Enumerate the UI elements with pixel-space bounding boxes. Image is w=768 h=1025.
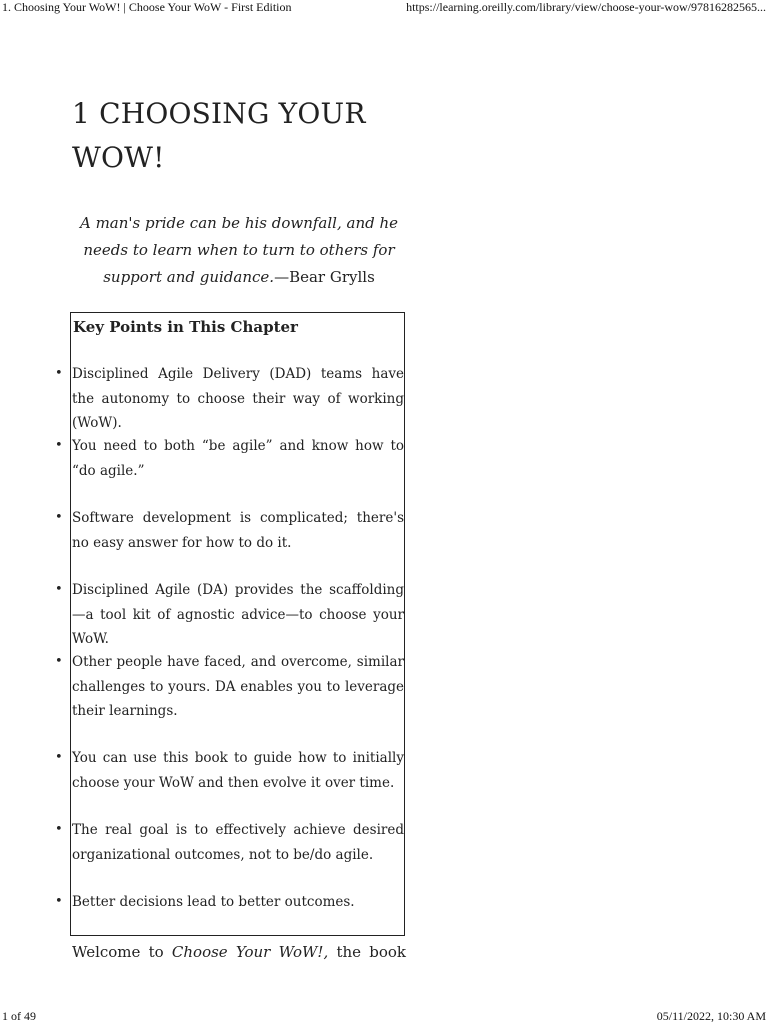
key-point-item	[55, 890, 404, 915]
print-footer	[0, 1009, 768, 1025]
bullet-icon: •	[55, 510, 63, 525]
key-point-text: The real goal is to effectively achieve desired organizational outcomes, not to be/do agile.	[72, 822, 404, 863]
bullet-icon: •	[55, 750, 63, 765]
chapter-title-line1: 1 CHOOSING YOUR	[72, 97, 366, 130]
page-count: 1 of 49	[2, 1009, 36, 1023]
key-point-text: Better decisions lead to better outcomes.	[72, 894, 355, 910]
chapter-header	[72, 92, 406, 291]
key-point-item	[55, 746, 404, 795]
epigraph	[72, 210, 406, 291]
key-point-item	[55, 434, 404, 483]
epigraph-quote: A man's pride can be his downfall, and he needs to learn when to turn to others for support and guidance.	[79, 214, 399, 286]
bullet-icon: •	[55, 366, 63, 381]
key-point-item	[55, 362, 404, 436]
bullet-icon: •	[55, 654, 63, 669]
welcome-suffix: the book	[336, 943, 406, 961]
key-point-text: You need to both “be agile” and know how to “do agile.”	[72, 438, 404, 479]
print-header-url: https://learning.oreilly.com/library/view/choose-your-wow/97816282565...	[406, 0, 766, 14]
key-point-item	[55, 650, 404, 724]
key-points-title: Key Points in This Chapter	[73, 318, 298, 336]
epigraph-attribution: —Bear Grylls	[274, 268, 375, 286]
print-header-title: 1. Choosing Your WoW! | Choose Your WoW - First Edition	[2, 0, 292, 14]
key-point-item	[55, 818, 404, 867]
book-title: Choose Your WoW!,	[171, 943, 329, 961]
bullet-icon: •	[55, 582, 63, 597]
key-points-box	[55, 312, 405, 936]
chapter-title	[72, 92, 406, 180]
print-datetime: 05/11/2022, 10:30 AM	[656, 1009, 766, 1023]
bullet-icon: •	[55, 438, 63, 453]
key-point-text: Disciplined Agile (DA) provides the scaffolding—a tool kit of agnostic advice—to choose your WoW.	[72, 582, 404, 647]
print-header	[0, 0, 768, 16]
key-point-item	[55, 578, 404, 652]
key-point-text: Software development is complicated; there's no easy answer for how to do it.	[72, 510, 404, 551]
chapter-title-line2: WOW!	[72, 141, 165, 174]
key-point-text: Other people have faced, and overcome, similar challenges to yours. DA enables you to leverage their learnings.	[72, 654, 404, 719]
key-point-text: You can use this book to guide how to initially choose your WoW and then evolve it over time.	[72, 750, 404, 791]
bullet-icon: •	[55, 822, 63, 837]
key-point-item	[55, 506, 404, 555]
welcome-prefix: Welcome to	[72, 943, 164, 961]
key-point-text: Disciplined Agile Delivery (DAD) teams have the autonomy to choose their way of working (WoW).	[72, 366, 404, 431]
bullet-icon: •	[55, 894, 63, 909]
body-paragraph	[72, 939, 406, 965]
